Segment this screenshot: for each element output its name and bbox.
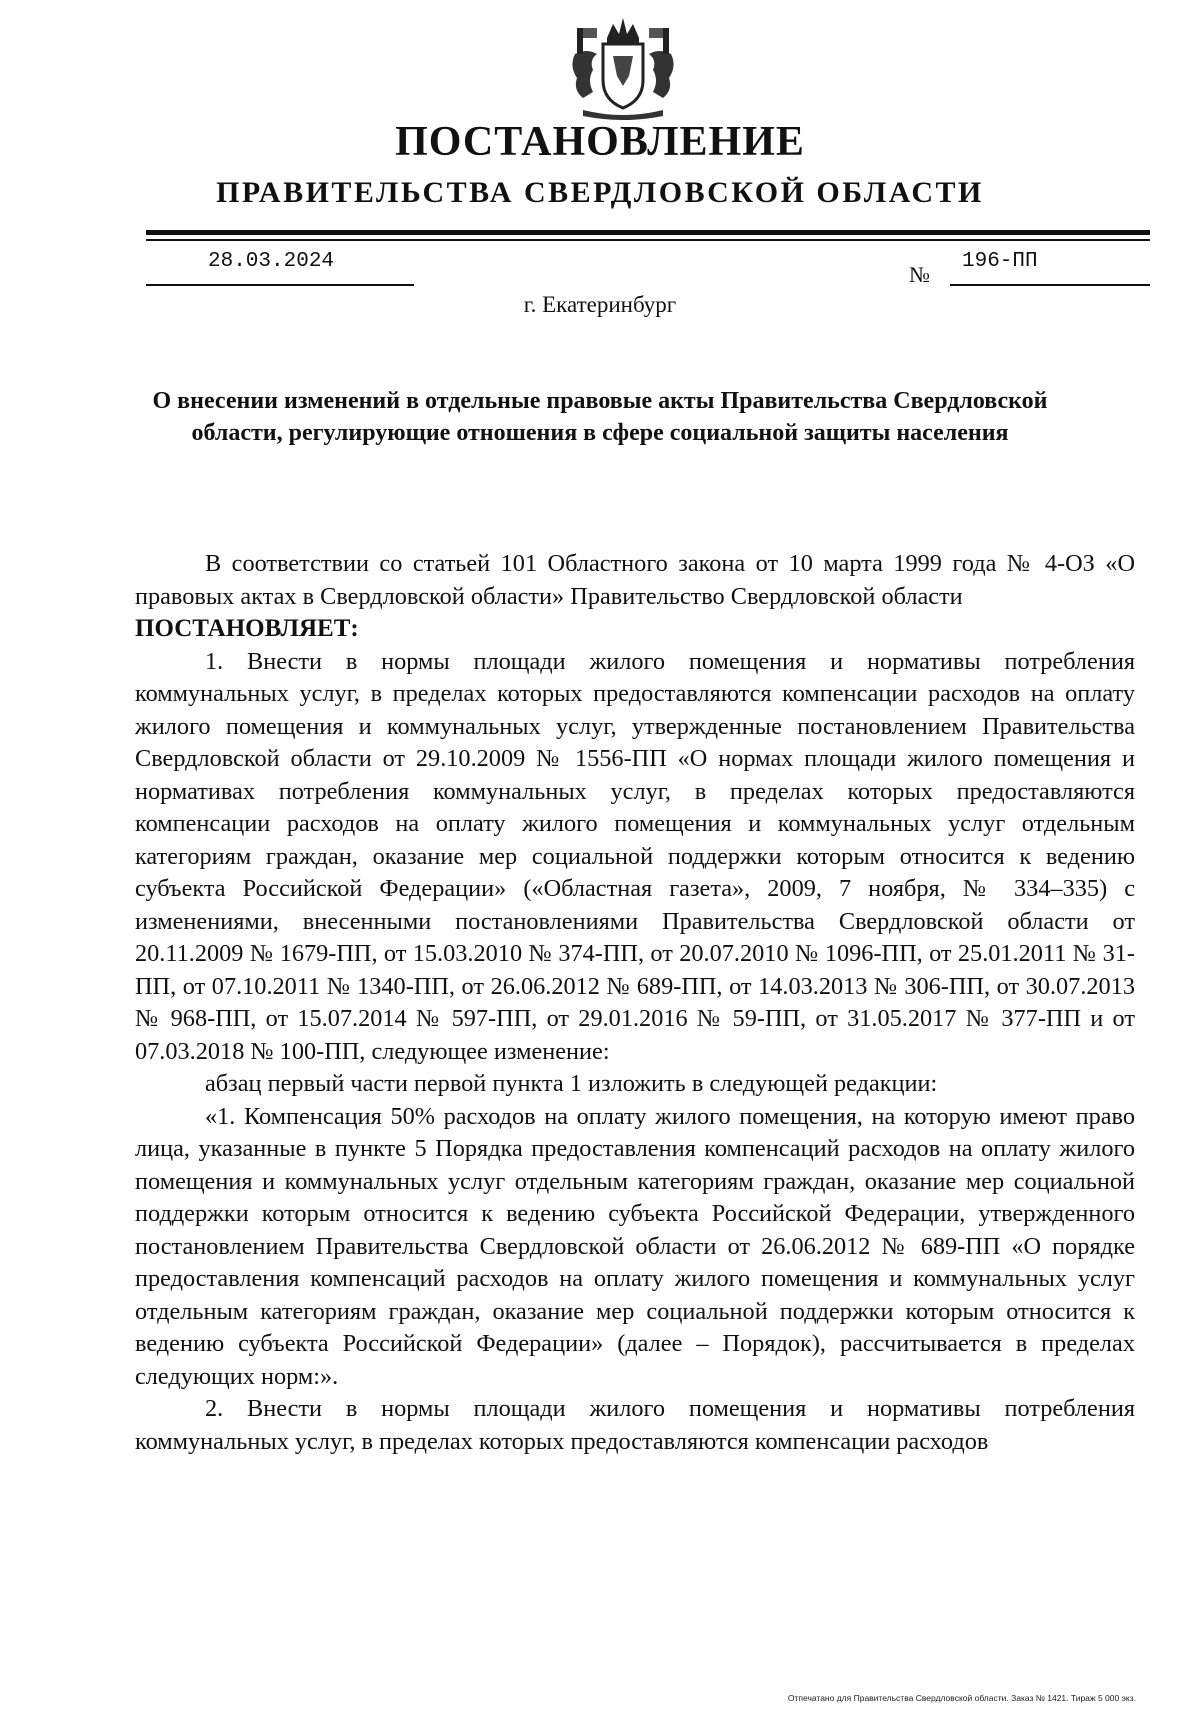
- header-divider-thin: [146, 239, 1150, 241]
- document-date: 28.03.2024: [208, 250, 335, 273]
- preamble-paragraph: В соответствии со статьей 101 Областного закона от 10 марта 1999 года № 4-ОЗ «О правовых актах в Свердловской области» Правительство Свердловской области: [135, 550, 1135, 610]
- header-divider-thick: [146, 230, 1150, 235]
- item-2-paragraph: 2. Внести в нормы площади жилого помещения и нормативы потребления коммунальных услуг, в пределах которых предоставляются компенсации расходов: [135, 1395, 1135, 1455]
- issuing-authority: ПРАВИТЕЛЬСТВА СВЕРДЛОВСКОЙ ОБЛАСТИ: [216, 176, 984, 209]
- print-footer: Отпечатано для Правительства Свердловской области. Заказ № 1421. Тираж 5 000 экз.: [787, 1693, 1136, 1703]
- number-sign: №: [909, 262, 930, 287]
- document-heading: О внесении изменений в отдельные правовые акты Правительства Свердловской области, регулирующие отношения в сфере социальной защиты населения: [152, 388, 1048, 446]
- date-underline: [146, 284, 414, 286]
- decree-word: ПОСТАНОВЛЯЕТ:: [135, 615, 359, 642]
- document-number: 196-ПП: [962, 250, 1038, 273]
- document-body: [135, 548, 1135, 1458]
- item-1-paragraph: 1. Внести в нормы площади жилого помещения и нормативы потребления коммунальных услуг, в пределах которых предоставляются компенсации расходов на оплату жилого помещения и коммунальных услуг, утвержденные постановлением Правительства Свердловской области от 29.10.2009 № 1556-ПП «О нормах площади жилого помещения и нормативах потребления коммунальных услуг, в пределах которых предоставляются компенсации расходов на оплату жилого помещения и коммунальных услуг отдельным категориям граждан, оказание мер социальной поддержки которым относится к ведению субъекта Российской Федерации» («Областная газета», 2009, 7 ноября, № 334–335) с изменениями, внесенными постановлениями Правительства Свердловской области от 20.11.2009 № 1679-ПП, от 15.03.2010 № 374-ПП, от 20.07.2010 № 1096-ПП, от 25.01.2011 № 31-ПП, от 07.10.2011 № 1340-ПП, от 26.06.2012 № 689-ПП, от 14.03.2013 № 306-ПП, от 30.07.2013 № 968-ПП, от 15.07.2014 № 597-ПП, от 29.01.2016 № 59-ПП, от 31.05.2017 № 377-ПП и от 07.03.2018 № 100-ПП, следующее изменение:: [135, 647, 1135, 1065]
- item-1-quote-paragraph: «1. Компенсация 50% расходов на оплату жилого помещения, на которую имеют право лица, указанные в пункте 5 Порядка предоставления компенсаций расходов на оплату жилого помещения и коммунальных услуг отдельным категориям граждан, оказание мер социальной поддержки которым относится к ведению субъекта Российской Федерации, утвержденного постановлением Правительства Свердловской области от 26.06.2012 № 689-ПП «О порядке предоставления компенсаций расходов на оплату жилого помещения и коммунальных услуг отдельным категориям граждан, оказание мер социальной поддержки которым относится к ведению субъекта Российской Федерации» (далее – Порядок), рассчитывается в пределах следующих норм:».: [135, 1102, 1135, 1390]
- coat-of-arms-icon: [563, 14, 683, 122]
- document-type-title: ПОСТАНОВЛЕНИЕ: [395, 119, 805, 165]
- city-line: г. Екатеринбург: [523, 292, 677, 317]
- number-underline: [950, 284, 1150, 286]
- item-1-sub-paragraph: абзац первый части первой пункта 1 изложить в следующей редакции:: [205, 1070, 938, 1097]
